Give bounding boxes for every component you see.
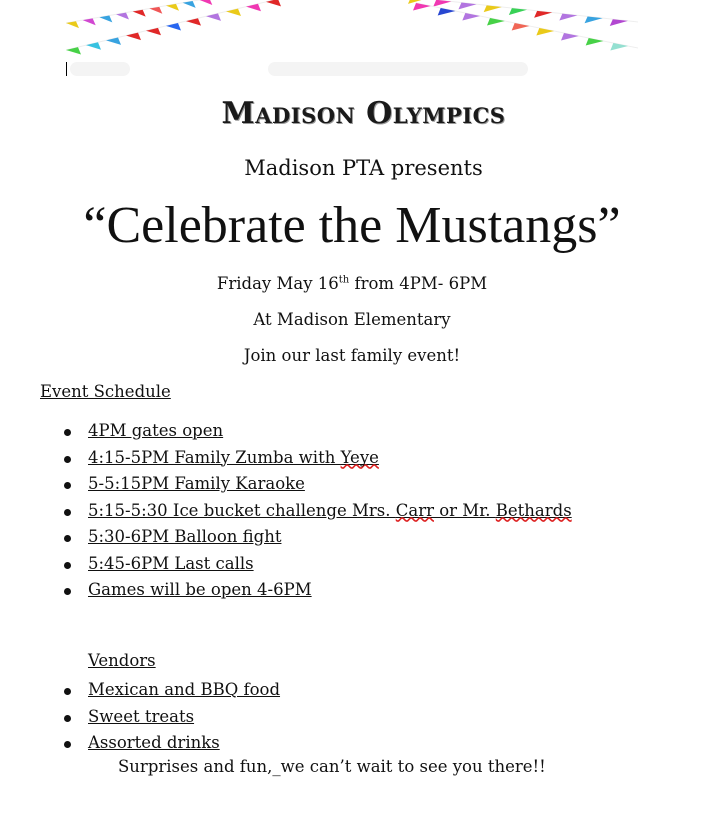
bullet-icon (64, 562, 71, 569)
bullet-icon (64, 588, 71, 595)
schedule-item-text: 4PM gates open (88, 421, 224, 440)
bullet-icon (64, 535, 71, 542)
vendor-item-text: Mexican and BBQ food (88, 680, 281, 699)
schedule-item-text: 5:45-6PM Last calls (88, 553, 254, 573)
bunting-flag-icon (199, 0, 212, 5)
schedule-item-text: 5-5:15PM Family Karaoke (88, 474, 305, 493)
date-rest: from 4PM- 6PM (349, 274, 488, 293)
text-cursor (66, 62, 67, 76)
bullet-icon (64, 715, 71, 722)
bunting-flag-icon (66, 47, 81, 54)
closing-line: Surprises and fun,_we can’t wait to see you there!! (118, 757, 546, 776)
schedule-item-text-part: 5:15-5:30 Ice bucket challenge Mrs. (88, 500, 396, 520)
invite-line: Join our last family event! (243, 346, 461, 365)
vendors-heading: Vendors (88, 651, 156, 670)
schedule-item-text (88, 445, 379, 472)
bullet-icon (64, 688, 71, 695)
vendor-item-text: Sweet treats (88, 706, 195, 726)
bunting-flag-icon (226, 9, 241, 16)
spellcheck-flagged-word[interactable]: Yeye (340, 447, 379, 467)
event-title: Madison Olympics (221, 96, 506, 131)
schedule-item-text-part: 4:15-5PM Family Zumba with (88, 447, 341, 467)
spellcheck-flagged-word[interactable]: Carr (395, 500, 434, 520)
bullet-icon (64, 429, 71, 436)
spellcheck-flagged-word[interactable]: Bethards (495, 500, 572, 520)
schedule-item-text (88, 498, 572, 525)
bullet-icon (64, 482, 71, 489)
date-ordinal: th (338, 274, 350, 286)
vendor-item-text: Assorted drinks (88, 733, 220, 752)
bullet-icon (64, 741, 71, 748)
date-prefix: Friday May 16 (216, 274, 339, 293)
schedule-heading: Event Schedule (40, 382, 171, 401)
schedule-item-text-part: or Mr. (433, 500, 496, 520)
headline: “Celebrate the Mustangs” (83, 197, 621, 254)
bunting-flag-icon (166, 23, 181, 30)
watermark-fragment (70, 62, 130, 76)
watermark-logo (268, 62, 528, 76)
bullet-icon (64, 509, 71, 516)
bunting-flag-icon (186, 18, 201, 25)
schedule-item-text: 5:30-6PM Balloon fight (88, 527, 282, 546)
schedule-item-text: Games will be open 4-6PM (88, 580, 312, 599)
bullet-icon (64, 456, 71, 463)
presenter-line: Madison PTA presents (244, 156, 483, 180)
date-line (0, 274, 704, 293)
bunting-flag-icon (106, 37, 121, 44)
bunting-flag-icon (206, 13, 221, 20)
bunting-flag-icon (86, 42, 101, 49)
location-line: At Madison Elementary (253, 310, 451, 329)
bunting-flag-icon (146, 28, 161, 35)
bunting-flag-icon (246, 4, 261, 11)
bunting-flag-icon (126, 33, 141, 40)
